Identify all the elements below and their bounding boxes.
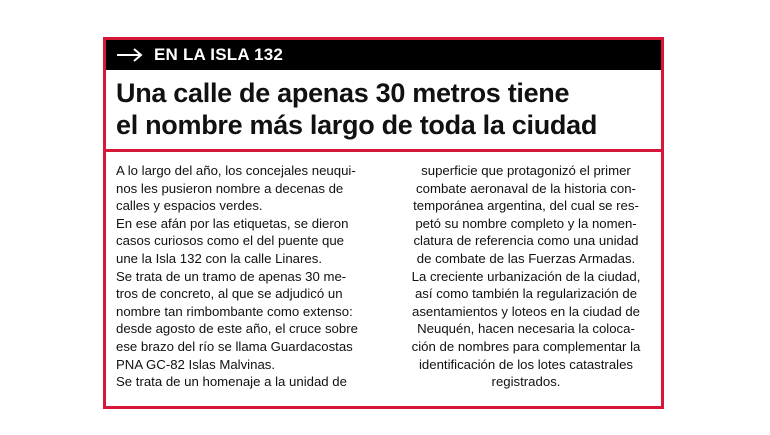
arrow-right-icon xyxy=(116,47,144,63)
text-line: asentamientos y loteos en la ciudad de xyxy=(412,303,640,319)
text-line: temporánea argentina, del cual se res- xyxy=(413,198,639,214)
text-line: PNA GC-82 Islas Malvinas. xyxy=(116,356,276,372)
text-line: Neuquén, hacen necesaria la coloca- xyxy=(417,321,635,337)
text-line: identificación de los lotes catastrales xyxy=(418,356,634,372)
text-line: superficie que protagonizó el primer xyxy=(421,163,631,178)
text-line: une la Isla 132 con la calle Linares. xyxy=(116,250,323,266)
text-line: clatura de referencia como una unidad xyxy=(413,233,639,249)
text-line: de combate de las Fuerzas Armadas. xyxy=(416,250,636,266)
article-box xyxy=(103,37,664,409)
text-line: A lo largo del año, los concejales neuqui- xyxy=(116,163,356,178)
text-line: calles y espacios verdes. xyxy=(116,198,263,214)
text-line: ción de nombres para complementar la xyxy=(411,338,641,354)
text-line: Se trata de un tramo de apenas 30 me- xyxy=(116,268,347,284)
article-column-right xyxy=(395,162,657,391)
kicker-bar xyxy=(106,40,661,70)
text-line: ese brazo del río se llama Guardacostas xyxy=(116,338,353,354)
text-line: petó su nombre completo y la nomen- xyxy=(415,215,637,231)
text-line: combate aeronaval de la historia con- xyxy=(416,180,636,196)
kicker-label: EN LA ISLA 132 xyxy=(154,45,284,64)
text-line: registrados. xyxy=(491,374,561,390)
text-line: así como también la regularización de xyxy=(414,286,638,302)
text-line: desde agosto de este año, el cruce sobre xyxy=(116,321,358,337)
text-line: Se trata de un homenaje a la unidad de xyxy=(116,374,347,390)
headline xyxy=(116,77,656,141)
text-line: tros de concreto, al que se adjudicó un xyxy=(116,286,343,302)
article-column-left xyxy=(116,162,381,391)
headline-line-2: el nombre más largo de toda la ciudad xyxy=(116,110,598,140)
text-line: casos curiosos como el del puente que xyxy=(116,233,344,249)
text-line: nombre tan rimbombante como extenso: xyxy=(116,303,353,319)
text-line: En ese afán por las etiquetas, se dieron xyxy=(116,215,349,231)
text-line: La creciente urbanización de la ciudad, xyxy=(411,268,641,284)
headline-divider xyxy=(106,149,661,152)
headline-line-1: Una calle de apenas 30 metros tiene xyxy=(116,78,570,108)
text-line: nos les pusieron nombre a decenas de xyxy=(116,180,344,196)
